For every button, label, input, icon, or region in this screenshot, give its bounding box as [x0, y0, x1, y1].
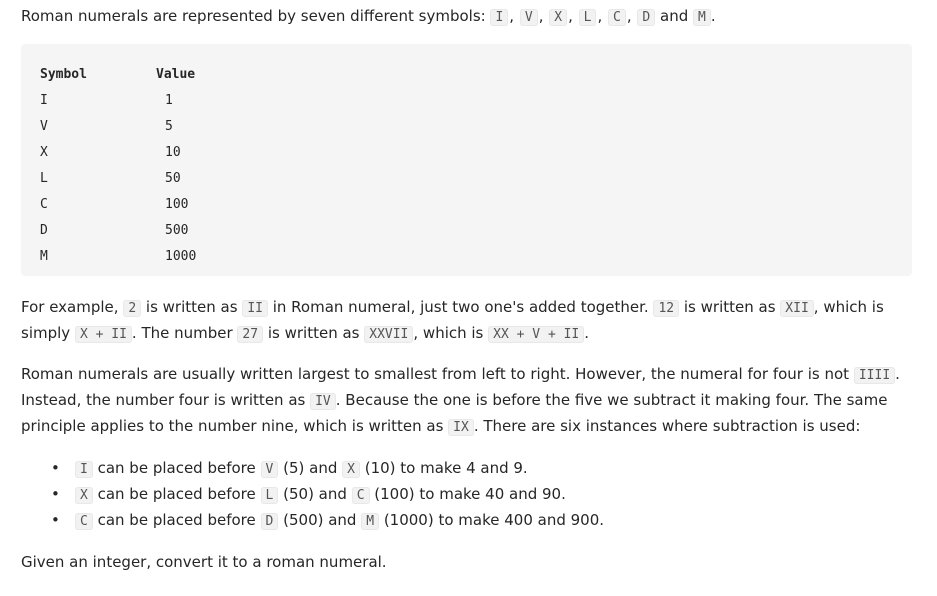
row-symbol: X	[40, 145, 48, 160]
symbol-code: L	[579, 9, 597, 26]
table-row	[40, 244, 893, 270]
inline-code: X	[75, 487, 93, 504]
row-value: 5	[165, 119, 173, 134]
row-symbol: L	[40, 171, 48, 186]
inline-code: X + II	[75, 326, 132, 343]
inline-code: M	[361, 513, 379, 530]
bullet-icon: •	[51, 459, 60, 477]
inline-code: IV	[310, 393, 336, 410]
symbol-code: D	[637, 9, 655, 26]
symbol-code: I	[490, 9, 508, 26]
header-value: Value	[156, 67, 196, 82]
symbol-value-table	[21, 44, 912, 276]
symbol-code: M	[693, 9, 711, 26]
row-symbol: V	[40, 119, 48, 134]
bullet-icon: •	[51, 511, 60, 529]
inline-code: V	[261, 461, 279, 478]
inline-code: XII	[780, 300, 813, 317]
problem-description	[21, 0, 921, 574]
list-item: • C can be placed before D (500) and M (1000) to make 400 and 900.	[51, 508, 921, 534]
row-value: 500	[165, 223, 189, 238]
inline-code: IX	[448, 419, 474, 436]
row-value: 1	[165, 93, 173, 108]
row-value: 1000	[165, 249, 197, 264]
table-row	[40, 218, 893, 244]
inline-code: I	[75, 461, 93, 478]
header-symbol: Symbol	[40, 67, 87, 82]
inline-code: 12	[653, 300, 679, 317]
symbol-code: C	[608, 9, 626, 26]
task-paragraph: Given an integer, convert it to a roman numeral.	[21, 553, 387, 571]
symbol-code: X	[549, 9, 567, 26]
table-row	[40, 88, 893, 114]
inline-code: C	[352, 487, 370, 504]
table-row	[40, 140, 893, 166]
inline-code: XXVII	[364, 326, 413, 343]
inline-code: 2	[123, 300, 141, 317]
inline-code: 27	[237, 326, 263, 343]
table-row	[40, 114, 893, 140]
bullet-icon: •	[51, 485, 60, 503]
table-row	[40, 166, 893, 192]
inline-code: II	[242, 300, 268, 317]
row-symbol: M	[40, 249, 48, 264]
row-symbol: D	[40, 223, 48, 238]
list-item: • I can be placed before V (5) and X (10) to make 4 and 9.	[51, 456, 921, 482]
inline-code: XX + V + II	[488, 326, 584, 343]
intro-paragraph: Roman numerals are represented by seven different symbols: I , V , X , L , C , D and M .	[21, 7, 716, 25]
example-paragraph: For example, 2 is written as II in Roman numeral, just two one's added together. 12 is written as XII , which is simply X + II . The number 27 is written as XXVII , which is XX + V + II .	[21, 298, 884, 342]
row-value: 100	[165, 197, 189, 212]
table-header-row	[40, 62, 893, 88]
row-value: 10	[165, 145, 181, 160]
inline-code: C	[75, 513, 93, 530]
inline-code: L	[261, 487, 279, 504]
table-row	[40, 192, 893, 218]
row-value: 50	[165, 171, 181, 186]
inline-code: X	[342, 461, 360, 478]
ordering-paragraph: Roman numerals are usually written largest to smallest from left to right. However, the numeral for four is not IIII . Instead, the number four is written as IV . Because the one is before the five we subtract it making four. The same principle applies to the number nine, which is written as IX . There are six instances where subtraction is used:	[21, 365, 900, 435]
inline-code: D	[261, 513, 279, 530]
list-item: • X can be placed before L (50) and C (100) to make 40 and 90.	[51, 482, 921, 508]
inline-code: IIII	[854, 367, 895, 384]
intro-text: Roman numerals are represented by seven different symbols:	[21, 7, 491, 25]
row-symbol: C	[40, 197, 48, 212]
symbol-code: V	[520, 9, 538, 26]
subtraction-rules-list	[21, 456, 921, 534]
row-symbol: I	[40, 93, 48, 108]
